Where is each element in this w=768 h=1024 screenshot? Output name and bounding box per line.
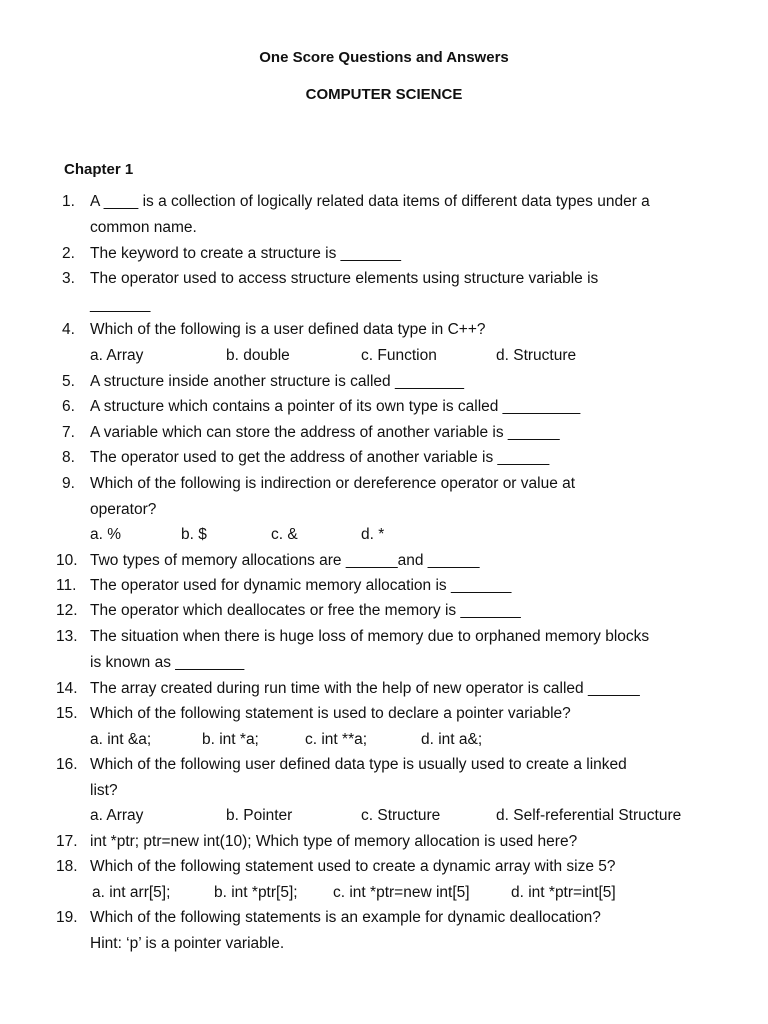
question-text: A structure inside another structure is called ________ [90, 373, 464, 390]
answer-option: b. Pointer [226, 807, 293, 824]
question-text: Which of the following is indirection or dereference operator or value at [90, 475, 576, 492]
answer-option: d. int a&; [421, 731, 483, 748]
question-number: 13. [56, 628, 78, 645]
question-number: 10. [56, 552, 78, 569]
question-text: operator? [90, 501, 157, 518]
answer-option: c. Structure [361, 807, 441, 824]
question-text: A variable which can store the address of another variable is ______ [90, 424, 560, 441]
question-text: The array created during run time with the help of new operator is called ______ [90, 680, 640, 697]
question-number: 5. [62, 373, 75, 390]
question-number: 3. [62, 270, 75, 287]
question-number: 2. [62, 245, 75, 262]
question-text: Two types of memory allocations are ______and ______ [90, 552, 480, 569]
answer-option: d. * [361, 526, 385, 543]
answer-option: c. int *ptr=new int[5] [333, 884, 470, 901]
question-number: 12. [56, 602, 78, 619]
question-text: The operator used for dynamic memory allocation is _______ [90, 577, 512, 594]
question-number: 14. [56, 680, 78, 697]
answer-option: c. Function [361, 347, 437, 364]
question-text: Which of the following is a user defined data type in C++? [90, 321, 486, 338]
question-text: The operator which deallocates or free the memory is _______ [90, 602, 521, 619]
answer-option: a. Array [90, 807, 144, 824]
question-text: is known as ________ [90, 654, 245, 671]
question-number: 1. [62, 193, 75, 210]
document-title: One Score Questions and Answers [259, 49, 509, 66]
answer-option: d. Self-referential Structure [496, 807, 682, 824]
document-subject: COMPUTER SCIENCE [305, 86, 463, 103]
answer-option: b. $ [181, 526, 207, 543]
question-number: 4. [62, 321, 75, 338]
question-text: The operator used to get the address of another variable is ______ [90, 449, 550, 466]
answer-option: a. int arr[5]; [92, 884, 171, 901]
question-number: 18. [56, 858, 78, 875]
question-number: 11. [56, 577, 77, 594]
question-hint: Hint: ‘p’ is a pointer variable. [90, 935, 285, 952]
answer-option: d. Structure [496, 347, 577, 364]
question-number: 17. [56, 833, 78, 850]
question-text: Which of the following statements is an example for dynamic deallocation? [90, 909, 601, 926]
question-number: 6. [62, 398, 75, 415]
question-text: _______ [90, 296, 151, 313]
question-text: Which of the following statement is used to declare a pointer variable? [90, 705, 571, 722]
question-number: 19. [56, 909, 78, 926]
question-text: A ____ is a collection of logically related data items of different data types under a [90, 193, 650, 210]
question-text: The operator used to access structure elements using structure variable is [90, 270, 599, 287]
answer-option: d. int *ptr=int[5] [511, 884, 616, 901]
question-number: 16. [56, 756, 78, 773]
answer-option: c. int **a; [305, 731, 368, 748]
answer-option: b. int *a; [202, 731, 259, 748]
question-number: 7. [62, 424, 75, 441]
answer-option: a. % [90, 526, 122, 543]
question-number: 9. [62, 475, 75, 492]
question-text: common name. [90, 219, 197, 236]
question-number: 15. [56, 705, 78, 722]
answer-option: a. Array [90, 347, 144, 364]
answer-option: c. & [271, 526, 298, 543]
answer-option: a. int &a; [90, 731, 152, 748]
question-text: Which of the following statement used to create a dynamic array with size 5? [90, 858, 616, 875]
question-text: The keyword to create a structure is _______ [90, 245, 402, 262]
question-text: The situation when there is huge loss of memory due to orphaned memory blocks [90, 628, 650, 645]
question-text: list? [90, 782, 118, 799]
question-number: 8. [62, 449, 75, 466]
answer-option: b. int *ptr[5]; [214, 884, 298, 901]
chapter-heading: Chapter 1 [64, 161, 134, 178]
question-text: int *ptr; ptr=new int(10); Which type of memory allocation is used here? [90, 833, 578, 850]
question-text: A structure which contains a pointer of its own type is called _________ [90, 398, 581, 415]
question-text: Which of the following user defined data type is usually used to create a linked [90, 756, 627, 773]
answer-option: b. double [226, 347, 290, 364]
